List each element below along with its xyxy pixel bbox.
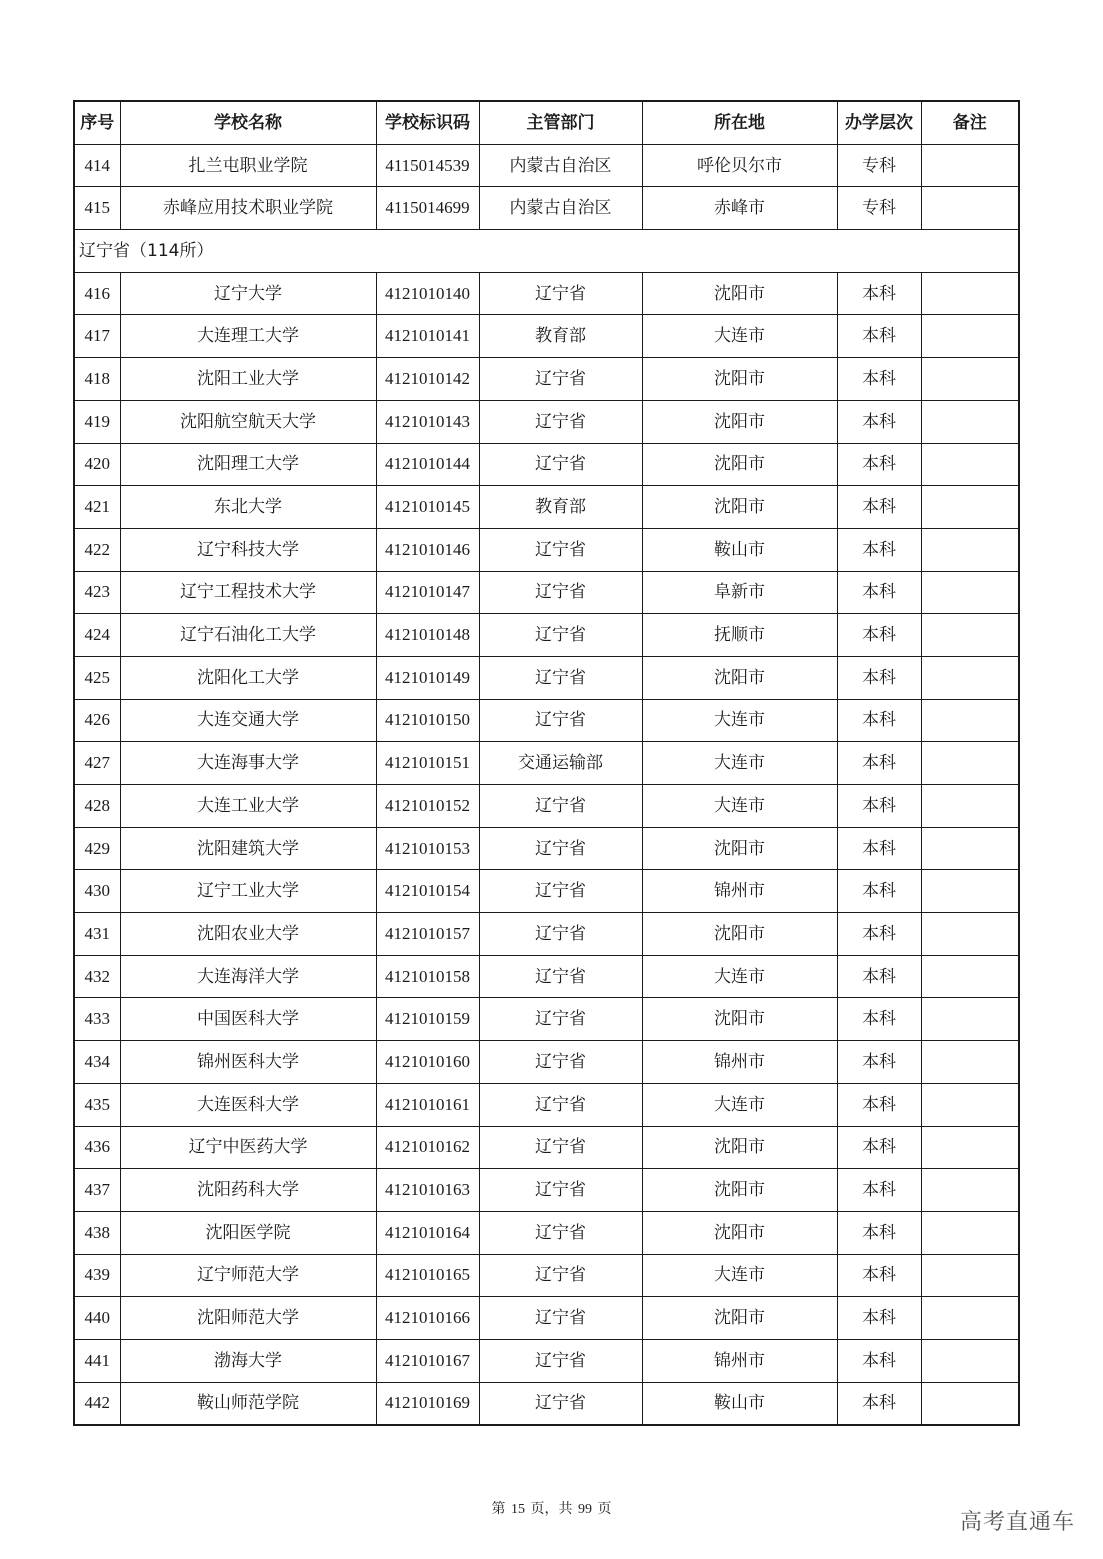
cell-name: 大连医科大学 [120, 1083, 376, 1126]
cell-name: 辽宁工程技术大学 [120, 571, 376, 614]
cell-dept: 教育部 [479, 315, 642, 358]
cell-level: 本科 [837, 699, 921, 742]
table-row [74, 358, 1019, 401]
cell-code: 4121010154 [376, 870, 479, 913]
cell-city: 抚顺市 [642, 614, 837, 657]
cell-no: 442 [74, 1382, 120, 1425]
cell-city: 沈阳市 [642, 1169, 837, 1212]
table-row [74, 315, 1019, 358]
cell-city: 阜新市 [642, 571, 837, 614]
cell-level: 本科 [837, 315, 921, 358]
cell-level: 本科 [837, 742, 921, 785]
table-row [74, 1083, 1019, 1126]
cell-code: 4121010164 [376, 1211, 479, 1254]
cell-no: 434 [74, 1041, 120, 1084]
cell-level: 本科 [837, 1126, 921, 1169]
cell-no: 425 [74, 656, 120, 699]
cell-name: 扎兰屯职业学院 [120, 144, 376, 187]
table-row [74, 1297, 1019, 1340]
cell-city: 沈阳市 [642, 656, 837, 699]
cell-dept: 辽宁省 [479, 955, 642, 998]
cell-dept: 辽宁省 [479, 400, 642, 443]
cell-level: 专科 [837, 187, 921, 230]
cell-name: 沈阳化工大学 [120, 656, 376, 699]
cell-name: 沈阳师范大学 [120, 1297, 376, 1340]
table-row [74, 656, 1019, 699]
cell-note [921, 1083, 1019, 1126]
cell-note [921, 1041, 1019, 1084]
cell-code: 4121010160 [376, 1041, 479, 1084]
cell-note [921, 913, 1019, 956]
cell-no: 440 [74, 1297, 120, 1340]
cell-city: 沈阳市 [642, 1126, 837, 1169]
cell-level: 本科 [837, 443, 921, 486]
cell-level: 本科 [837, 827, 921, 870]
cell-name: 赤峰应用技术职业学院 [120, 187, 376, 230]
cell-code: 4121010152 [376, 785, 479, 828]
cell-code: 4121010163 [376, 1169, 479, 1212]
cell-note [921, 571, 1019, 614]
cell-dept: 交通运输部 [479, 742, 642, 785]
cell-note [921, 315, 1019, 358]
cell-level: 本科 [837, 1254, 921, 1297]
cell-note [921, 358, 1019, 401]
table-row [74, 272, 1019, 315]
cell-code: 4121010145 [376, 486, 479, 529]
cell-dept: 辽宁省 [479, 443, 642, 486]
cell-note [921, 998, 1019, 1041]
cell-name: 沈阳药科大学 [120, 1169, 376, 1212]
cell-city: 鞍山市 [642, 528, 837, 571]
table-row [74, 614, 1019, 657]
cell-city: 沈阳市 [642, 358, 837, 401]
cell-note [921, 656, 1019, 699]
cell-dept: 辽宁省 [479, 870, 642, 913]
cell-name: 大连交通大学 [120, 699, 376, 742]
cell-note [921, 1297, 1019, 1340]
cell-city: 沈阳市 [642, 400, 837, 443]
cell-name: 中国医科大学 [120, 998, 376, 1041]
cell-dept: 辽宁省 [479, 1339, 642, 1382]
header-dept: 主管部门 [479, 101, 642, 144]
cell-note [921, 1126, 1019, 1169]
cell-level: 本科 [837, 998, 921, 1041]
footer-total: 99 [578, 1502, 592, 1517]
cell-city: 大连市 [642, 785, 837, 828]
table-row [74, 1211, 1019, 1254]
cell-name: 沈阳医学院 [120, 1211, 376, 1254]
cell-note [921, 272, 1019, 315]
table-row [74, 913, 1019, 956]
cell-code: 4121010146 [376, 528, 479, 571]
cell-no: 428 [74, 785, 120, 828]
footer-prefix: 第 [491, 1502, 506, 1517]
cell-dept: 内蒙古自治区 [479, 187, 642, 230]
table-row [74, 1126, 1019, 1169]
cell-city: 大连市 [642, 315, 837, 358]
cell-city: 大连市 [642, 1083, 837, 1126]
cell-note [921, 1339, 1019, 1382]
cell-code: 4121010169 [376, 1382, 479, 1425]
cell-note [921, 1169, 1019, 1212]
cell-level: 本科 [837, 1382, 921, 1425]
footer-suffix: 页 [597, 1502, 612, 1517]
cell-city: 呼伦贝尔市 [642, 144, 837, 187]
cell-no: 429 [74, 827, 120, 870]
cell-code: 4115014699 [376, 187, 479, 230]
cell-no: 427 [74, 742, 120, 785]
cell-level: 本科 [837, 486, 921, 529]
cell-code: 4121010162 [376, 1126, 479, 1169]
cell-name: 沈阳理工大学 [120, 443, 376, 486]
cell-note [921, 400, 1019, 443]
cell-level: 本科 [837, 870, 921, 913]
cell-dept: 辽宁省 [479, 1211, 642, 1254]
cell-dept: 辽宁省 [479, 913, 642, 956]
footer-mid: 页，共 [530, 1502, 573, 1517]
cell-level: 本科 [837, 785, 921, 828]
cell-level: 本科 [837, 955, 921, 998]
cell-code: 4121010159 [376, 998, 479, 1041]
cell-level: 本科 [837, 358, 921, 401]
cell-city: 沈阳市 [642, 998, 837, 1041]
cell-name: 辽宁工业大学 [120, 870, 376, 913]
cell-note [921, 144, 1019, 187]
cell-no: 422 [74, 528, 120, 571]
cell-city: 大连市 [642, 955, 837, 998]
cell-no: 426 [74, 699, 120, 742]
table-row [74, 998, 1019, 1041]
cell-dept: 辽宁省 [479, 1083, 642, 1126]
cell-no: 415 [74, 187, 120, 230]
table-row [74, 870, 1019, 913]
cell-no: 417 [74, 315, 120, 358]
footer-page: 15 [511, 1502, 525, 1517]
cell-city: 锦州市 [642, 1339, 837, 1382]
cell-level: 本科 [837, 1339, 921, 1382]
cell-no: 435 [74, 1083, 120, 1126]
cell-name: 东北大学 [120, 486, 376, 529]
table-row [74, 1169, 1019, 1212]
cell-name: 沈阳建筑大学 [120, 827, 376, 870]
cell-code: 4121010161 [376, 1083, 479, 1126]
cell-name: 渤海大学 [120, 1339, 376, 1382]
cell-no: 421 [74, 486, 120, 529]
table-row [74, 486, 1019, 529]
cell-name: 大连工业大学 [120, 785, 376, 828]
header-level: 办学层次 [837, 101, 921, 144]
cell-code: 4121010165 [376, 1254, 479, 1297]
cell-code: 4121010149 [376, 656, 479, 699]
cell-level: 本科 [837, 1169, 921, 1212]
cell-name: 大连海事大学 [120, 742, 376, 785]
cell-level: 专科 [837, 144, 921, 187]
cell-name: 鞍山师范学院 [120, 1382, 376, 1425]
cell-note [921, 187, 1019, 230]
cell-level: 本科 [837, 1083, 921, 1126]
cell-city: 锦州市 [642, 870, 837, 913]
cell-city: 沈阳市 [642, 486, 837, 529]
table-row [74, 1382, 1019, 1425]
cell-code: 4121010148 [376, 614, 479, 657]
cell-code: 4121010166 [376, 1297, 479, 1340]
cell-city: 大连市 [642, 1254, 837, 1297]
cell-dept: 辽宁省 [479, 614, 642, 657]
table-row [74, 400, 1019, 443]
cell-level: 本科 [837, 1211, 921, 1254]
cell-no: 424 [74, 614, 120, 657]
cell-note [921, 955, 1019, 998]
cell-note [921, 827, 1019, 870]
cell-city: 大连市 [642, 742, 837, 785]
cell-no: 416 [74, 272, 120, 315]
cell-code: 4121010140 [376, 272, 479, 315]
cell-no: 430 [74, 870, 120, 913]
header-no: 序号 [74, 101, 120, 144]
cell-name: 辽宁石油化工大学 [120, 614, 376, 657]
cell-city: 大连市 [642, 699, 837, 742]
group-label: 辽宁省（114所） [74, 230, 1019, 273]
cell-name: 锦州医科大学 [120, 1041, 376, 1084]
cell-dept: 辽宁省 [479, 656, 642, 699]
cell-note [921, 1254, 1019, 1297]
cell-no: 414 [74, 144, 120, 187]
table-row [74, 1254, 1019, 1297]
cell-code: 4121010142 [376, 358, 479, 401]
header-code: 学校标识码 [376, 101, 479, 144]
table-row [74, 528, 1019, 571]
cell-city: 鞍山市 [642, 1382, 837, 1425]
table-row [74, 785, 1019, 828]
cell-note [921, 443, 1019, 486]
table-row [74, 955, 1019, 998]
cell-city: 沈阳市 [642, 443, 837, 486]
cell-dept: 辽宁省 [479, 827, 642, 870]
cell-name: 沈阳工业大学 [120, 358, 376, 401]
cell-code: 4121010153 [376, 827, 479, 870]
cell-note [921, 528, 1019, 571]
cell-level: 本科 [837, 1041, 921, 1084]
cell-level: 本科 [837, 571, 921, 614]
cell-code: 4121010150 [376, 699, 479, 742]
cell-dept: 辽宁省 [479, 528, 642, 571]
cell-no: 433 [74, 998, 120, 1041]
cell-level: 本科 [837, 614, 921, 657]
cell-no: 432 [74, 955, 120, 998]
table-row [74, 1041, 1019, 1084]
cell-name: 沈阳航空航天大学 [120, 400, 376, 443]
cell-note [921, 1211, 1019, 1254]
cell-dept: 辽宁省 [479, 1297, 642, 1340]
cell-dept: 辽宁省 [479, 1126, 642, 1169]
table-row [74, 187, 1019, 230]
cell-dept: 辽宁省 [479, 272, 642, 315]
cell-name: 辽宁中医药大学 [120, 1126, 376, 1169]
cell-dept: 辽宁省 [479, 1041, 642, 1084]
cell-note [921, 486, 1019, 529]
watermark: 高考直通车 [959, 1510, 1075, 1535]
group-row [74, 230, 1019, 273]
cell-city: 锦州市 [642, 1041, 837, 1084]
table-row [74, 144, 1019, 187]
cell-no: 418 [74, 358, 120, 401]
cell-dept: 辽宁省 [479, 1169, 642, 1212]
cell-note [921, 870, 1019, 913]
header-row [74, 101, 1019, 144]
cell-code: 4121010141 [376, 315, 479, 358]
cell-no: 438 [74, 1211, 120, 1254]
cell-name: 大连理工大学 [120, 315, 376, 358]
cell-name: 辽宁大学 [120, 272, 376, 315]
cell-no: 441 [74, 1339, 120, 1382]
cell-code: 4121010157 [376, 913, 479, 956]
header-note: 备注 [921, 101, 1019, 144]
cell-name: 沈阳农业大学 [120, 913, 376, 956]
header-name: 学校名称 [120, 101, 376, 144]
cell-code: 4121010158 [376, 955, 479, 998]
cell-no: 437 [74, 1169, 120, 1212]
table-row [74, 1339, 1019, 1382]
cell-city: 沈阳市 [642, 272, 837, 315]
university-list-table [73, 100, 1020, 1426]
cell-dept: 教育部 [479, 486, 642, 529]
cell-no: 431 [74, 913, 120, 956]
cell-no: 419 [74, 400, 120, 443]
cell-city: 赤峰市 [642, 187, 837, 230]
cell-level: 本科 [837, 913, 921, 956]
cell-no: 420 [74, 443, 120, 486]
cell-dept: 辽宁省 [479, 998, 642, 1041]
cell-dept: 辽宁省 [479, 1254, 642, 1297]
cell-name: 辽宁师范大学 [120, 1254, 376, 1297]
table-row [74, 742, 1019, 785]
cell-code: 4121010144 [376, 443, 479, 486]
cell-note [921, 1382, 1019, 1425]
cell-name: 辽宁科技大学 [120, 528, 376, 571]
table-row [74, 699, 1019, 742]
cell-no: 423 [74, 571, 120, 614]
cell-note [921, 699, 1019, 742]
header-city: 所在地 [642, 101, 837, 144]
cell-city: 沈阳市 [642, 827, 837, 870]
cell-level: 本科 [837, 272, 921, 315]
cell-name: 大连海洋大学 [120, 955, 376, 998]
cell-city: 沈阳市 [642, 1297, 837, 1340]
cell-city: 沈阳市 [642, 1211, 837, 1254]
cell-code: 4115014539 [376, 144, 479, 187]
cell-city: 沈阳市 [642, 913, 837, 956]
cell-note [921, 742, 1019, 785]
table-row [74, 827, 1019, 870]
cell-no: 436 [74, 1126, 120, 1169]
cell-level: 本科 [837, 400, 921, 443]
cell-level: 本科 [837, 656, 921, 699]
cell-dept: 辽宁省 [479, 571, 642, 614]
table-row [74, 571, 1019, 614]
cell-code: 4121010151 [376, 742, 479, 785]
cell-dept: 辽宁省 [479, 785, 642, 828]
cell-level: 本科 [837, 528, 921, 571]
cell-dept: 内蒙古自治区 [479, 144, 642, 187]
table-row [74, 443, 1019, 486]
cell-code: 4121010147 [376, 571, 479, 614]
cell-dept: 辽宁省 [479, 358, 642, 401]
cell-note [921, 614, 1019, 657]
cell-no: 439 [74, 1254, 120, 1297]
cell-level: 本科 [837, 1297, 921, 1340]
cell-note [921, 785, 1019, 828]
cell-dept: 辽宁省 [479, 1382, 642, 1425]
page-footer [0, 1498, 1103, 1518]
cell-code: 4121010167 [376, 1339, 479, 1382]
cell-code: 4121010143 [376, 400, 479, 443]
cell-dept: 辽宁省 [479, 699, 642, 742]
